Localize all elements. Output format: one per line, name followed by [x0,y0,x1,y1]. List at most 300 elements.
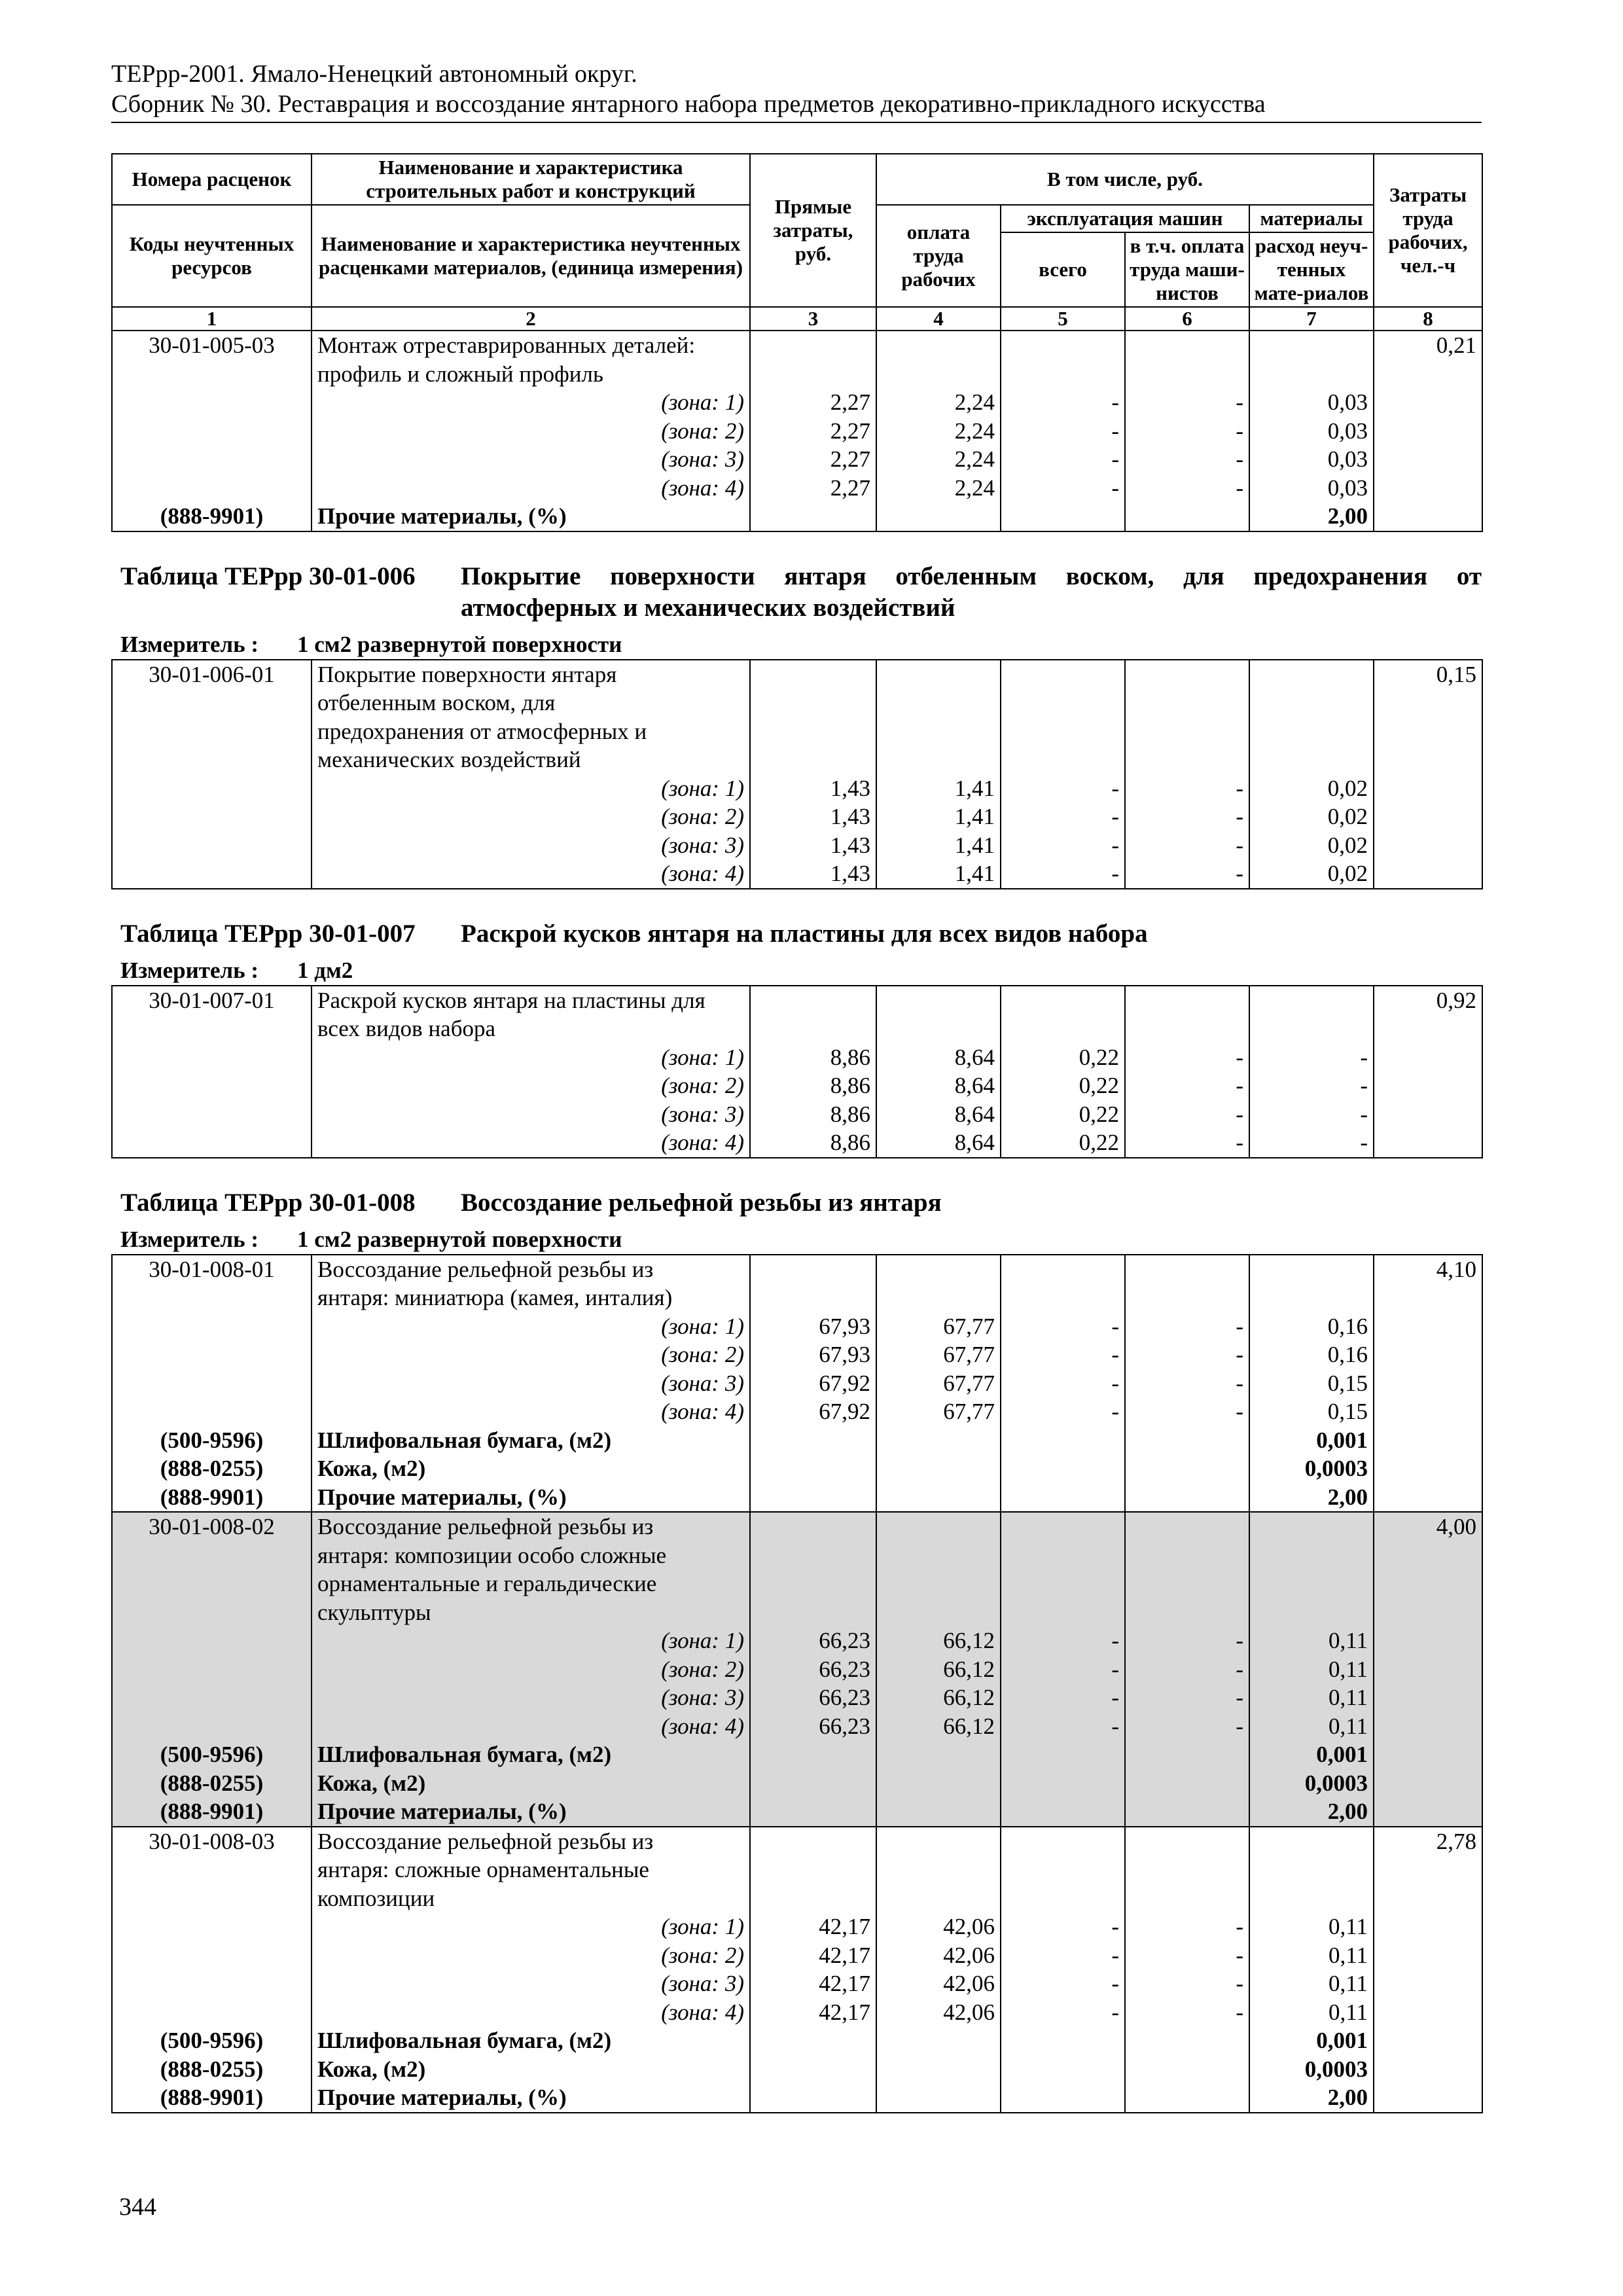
labor-pay: 8,64 [876,1043,1001,1072]
cell-direct [750,502,876,531]
direct-costs: 66,23 [750,1712,876,1741]
cell-labor [1374,745,1482,774]
direct-costs: 66,23 [750,1655,876,1684]
cell-machinist-pay [1125,717,1249,746]
cell-machinist-pay [1125,1884,1249,1913]
table-row [112,1712,1482,1741]
labor-pay: 1,41 [876,859,1001,889]
table-row [112,745,1482,774]
cell-labor [1374,1100,1482,1129]
cell-materials [1249,717,1374,746]
unaccounted-materials: 0,11 [1249,1626,1374,1655]
cell-direct [750,1598,876,1627]
cell-machines [1001,2026,1125,2055]
measure-unit [111,630,1482,659]
direct-costs: 1,43 [750,802,876,831]
labor-pay: 67,77 [876,1312,1001,1341]
resource-value: 2,00 [1249,1797,1374,1827]
col-labor-costs-header: Затраты труда рабочих, чел.-ч [1374,154,1482,307]
machines-total: 0,22 [1001,1100,1125,1129]
direct-costs: 42,17 [750,1998,876,2027]
table-row [112,774,1482,803]
zone-label: (зона: 1) [312,774,750,803]
table-row [112,1071,1482,1100]
cell-code [112,1884,312,1913]
cell-code [112,1969,312,1998]
zone-label: (зона: 3) [312,1369,750,1398]
rate-name-line: композиции [312,1884,750,1913]
cell-labor-pay [876,660,1001,689]
cell-machines [1001,717,1125,746]
machinist-pay: - [1125,1128,1249,1158]
cell-code [112,1570,312,1598]
cell-machinist-pay [1125,1740,1249,1769]
cell-labor [1374,1712,1482,1741]
cell-labor [1374,1740,1482,1769]
cell-direct [750,1426,876,1455]
cell-materials [1249,1827,1374,1856]
table-row [112,831,1482,860]
cell-machines [1001,1483,1125,1513]
cell-direct [750,1483,876,1513]
cell-direct [750,1454,876,1483]
unaccounted-materials: 0,16 [1249,1340,1374,1369]
unaccounted-materials: - [1249,1043,1374,1072]
cell-code [112,1397,312,1426]
cell-machinist-pay [1125,1512,1249,1541]
labor-pay: 67,77 [876,1369,1001,1398]
unaccounted-materials: 0,03 [1249,445,1374,474]
cell-machines [1001,502,1125,531]
cell-labor [1374,1454,1482,1483]
labor-pay: 8,64 [876,1071,1001,1100]
table-row [112,474,1482,503]
zone-label: (зона: 3) [312,1100,750,1129]
table-row [112,660,1482,689]
machinist-pay: - [1125,774,1249,803]
table-row [112,1626,1482,1655]
table-row [112,1043,1482,1072]
table-row [112,689,1482,717]
col-number-2: 2 [312,307,750,331]
rate-code: 30-01-008-03 [112,1827,312,1856]
table-row [112,1998,1482,2027]
cell-machines [1001,331,1125,360]
col-labor-pay-header: оплата труда рабочих [876,205,1001,307]
cell-code [112,745,312,774]
resource-code: (888-9901) [112,1483,312,1513]
cell-labor-pay [876,1283,1001,1312]
labor-pay: 66,12 [876,1655,1001,1684]
rate-name-line: янтаря: миниатюра (камея, инталия) [312,1283,750,1312]
direct-costs: 1,43 [750,859,876,889]
cell-labor-pay [876,360,1001,389]
table-row [112,2083,1482,2113]
cell-machines [1001,1014,1125,1043]
cell-materials [1249,660,1374,689]
zone-label: (зона: 4) [312,1128,750,1158]
table-title-30-01-007 [111,918,1482,950]
machinist-pay: - [1125,1100,1249,1129]
zone-label: (зона: 1) [312,1312,750,1341]
cell-materials [1249,360,1374,389]
cell-labor [1374,1340,1482,1369]
direct-costs: 8,86 [750,1071,876,1100]
cell-machinist-pay [1125,1769,1249,1798]
resource-value: 2,00 [1249,502,1374,531]
table-body [112,660,1482,889]
machines-total: - [1001,1712,1125,1741]
machinist-pay: - [1125,1071,1249,1100]
table-row [112,1100,1482,1129]
cell-labor-pay [876,1769,1001,1798]
cell-machines [1001,1283,1125,1312]
zone-label: (зона: 2) [312,1071,750,1100]
cell-machines [1001,986,1125,1015]
labor-costs: 0,21 [1374,331,1482,360]
cell-code [112,360,312,389]
cell-code [112,831,312,860]
table-row [112,1426,1482,1455]
cell-code [112,689,312,717]
cell-code [112,1100,312,1129]
cell-labor [1374,1014,1482,1043]
col-number-1: 1 [112,307,312,331]
col-unaccounted-materials-header: расход неуч-тенных мате-риалов [1249,232,1374,307]
cell-machines [1001,1598,1125,1627]
labor-pay: 42,06 [876,1941,1001,1970]
cell-labor-pay [876,1541,1001,1570]
cell-code [112,1541,312,1570]
cell-labor-pay [876,2055,1001,2084]
cell-direct [750,1827,876,1856]
resource-value: 0,0003 [1249,1454,1374,1483]
machinist-pay: - [1125,1941,1249,1970]
col-resource-name-header: Наименование и характеристика неучтенных расценками материалов, (единица измерения) [312,205,750,307]
rate-code: 30-01-005-03 [112,331,312,360]
rate-name-line: Покрытие поверхности янтаря [312,660,750,689]
machines-total: - [1001,1397,1125,1426]
direct-costs: 67,93 [750,1312,876,1341]
cell-machinist-pay [1125,1014,1249,1043]
resource-name: Прочие материалы, (%) [312,2083,750,2113]
cell-materials [1249,986,1374,1015]
unaccounted-materials: 0,11 [1249,1998,1374,2027]
table-body [112,986,1482,1158]
cell-labor [1374,1626,1482,1655]
machines-total: - [1001,445,1125,474]
direct-costs: 67,92 [750,1397,876,1426]
cell-code [112,1014,312,1043]
measure-label: Измеритель : [120,631,259,657]
machines-total: - [1001,1912,1125,1941]
table-row [112,1598,1482,1627]
resource-name: Кожа, (м2) [312,2055,750,2084]
cell-machinist-pay [1125,1426,1249,1455]
cell-labor-pay [876,689,1001,717]
machinist-pay: - [1125,831,1249,860]
cell-materials [1249,1283,1374,1312]
unaccounted-materials: 0,03 [1249,417,1374,446]
cell-machines [1001,1426,1125,1455]
table-row [112,1655,1482,1684]
cell-machinist-pay [1125,1541,1249,1570]
cell-direct [750,360,876,389]
resource-value: 2,00 [1249,2083,1374,2113]
running-header-line-2: Сборник № 30. Реставрация и воссоздание янтарного набора предметов декоративно-прикладного искусства [111,90,1266,118]
table-row [112,445,1482,474]
unaccounted-materials: - [1249,1100,1374,1129]
labor-pay: 67,77 [876,1340,1001,1369]
cell-machines [1001,660,1125,689]
col-rate-number-header: Номера расценок [112,154,312,205]
unaccounted-materials: 0,11 [1249,1683,1374,1712]
cell-labor [1374,802,1482,831]
measure-value: 1 см2 развернутой поверхности [297,1226,622,1252]
unaccounted-materials: 0,11 [1249,1969,1374,1998]
machinist-pay: - [1125,388,1249,417]
table-row [112,1255,1482,1284]
cell-machinist-pay [1125,331,1249,360]
table-row [112,1912,1482,1941]
measure-label: Измеритель : [120,957,259,983]
machinist-pay: - [1125,1369,1249,1398]
machinist-pay: - [1125,1655,1249,1684]
zone-label: (зона: 2) [312,1655,750,1684]
rate-code: 30-01-006-01 [112,660,312,689]
machines-total: - [1001,1340,1125,1369]
labor-pay: 8,64 [876,1128,1001,1158]
cell-code [112,1655,312,1684]
cell-direct [750,331,876,360]
cell-direct [750,986,876,1015]
unaccounted-materials: 0,03 [1249,474,1374,503]
cell-labor [1374,1426,1482,1455]
table-row [112,417,1482,446]
col-work-name-header: Наименование и характеристика строительных работ и конструкций [312,154,750,205]
cell-labor [1374,774,1482,803]
labor-costs: 0,92 [1374,986,1482,1015]
resource-value: 0,0003 [1249,1769,1374,1798]
unaccounted-materials: 0,02 [1249,831,1374,860]
measure-value: 1 дм2 [297,957,353,983]
cell-labor [1374,1483,1482,1513]
cell-code [112,1071,312,1100]
rate-code: 30-01-008-01 [112,1255,312,1284]
cell-direct [750,1541,876,1570]
machinist-pay: - [1125,417,1249,446]
cell-machines [1001,1797,1125,1827]
labor-costs: 2,78 [1374,1827,1482,1856]
measure-value: 1 см2 развернутой поверхности [297,631,622,657]
cell-labor-pay [876,1797,1001,1827]
cell-labor [1374,1969,1482,1998]
cell-machinist-pay [1125,1598,1249,1627]
direct-costs: 67,93 [750,1340,876,1369]
cell-direct [750,660,876,689]
labor-pay: 66,12 [876,1683,1001,1712]
table-row [112,1884,1482,1913]
resource-value: 0,001 [1249,1426,1374,1455]
table-row [112,1683,1482,1712]
cell-machines [1001,745,1125,774]
unaccounted-materials: - [1249,1071,1374,1100]
zone-label: (зона: 4) [312,1998,750,2027]
cell-machines [1001,689,1125,717]
cell-code [112,1312,312,1341]
table-row [112,502,1482,531]
cell-direct [750,1570,876,1598]
cell-labor [1374,1283,1482,1312]
machines-total: 0,22 [1001,1071,1125,1100]
col-machines-total-header: всего [1001,232,1125,307]
machinist-pay: - [1125,445,1249,474]
cell-code [112,474,312,503]
rates-table-30-01-005 [111,153,1483,532]
cell-machinist-pay [1125,745,1249,774]
cell-labor [1374,2083,1482,2113]
cell-labor-pay [876,331,1001,360]
direct-costs: 67,92 [750,1369,876,1398]
cell-labor [1374,360,1482,389]
cell-labor-pay [876,1483,1001,1513]
direct-costs: 8,86 [750,1100,876,1129]
labor-costs: 0,15 [1374,660,1482,689]
cell-labor [1374,1797,1482,1827]
table-row [112,1283,1482,1312]
rate-name-line: янтаря: сложные орнаментальные [312,1856,750,1884]
cell-labor [1374,1397,1482,1426]
labor-pay: 8,64 [876,1100,1001,1129]
labor-pay: 66,12 [876,1626,1001,1655]
machines-total: - [1001,831,1125,860]
direct-costs: 2,27 [750,417,876,446]
cell-labor [1374,1312,1482,1341]
cell-labor-pay [876,1827,1001,1856]
resource-code: (888-9901) [112,2083,312,2113]
cell-machinist-pay [1125,1483,1249,1513]
col-number-8: 8 [1374,307,1482,331]
cell-code [112,717,312,746]
cell-labor-pay [876,986,1001,1015]
rate-name-line: янтаря: композиции особо сложные [312,1541,750,1570]
rate-code: 30-01-007-01 [112,986,312,1015]
cell-machines [1001,1884,1125,1913]
table-header [112,154,1482,331]
cell-labor-pay [876,502,1001,531]
cell-code [112,1941,312,1970]
rate-code: 30-01-008-02 [112,1512,312,1541]
cell-machines [1001,1255,1125,1284]
table-row [112,1827,1482,1856]
rate-name-line: Воссоздание рельефной резьбы из [312,1255,750,1284]
table-row [112,360,1482,389]
direct-costs: 8,86 [750,1128,876,1158]
cell-labor-pay [876,1454,1001,1483]
direct-costs: 42,17 [750,1941,876,1970]
cell-machines [1001,360,1125,389]
labor-pay: 1,41 [876,774,1001,803]
cell-direct [750,2055,876,2084]
direct-costs: 2,27 [750,388,876,417]
cell-labor-pay [876,745,1001,774]
cell-labor-pay [876,717,1001,746]
cell-labor [1374,417,1482,446]
machinist-pay: - [1125,1683,1249,1712]
machinist-pay: - [1125,1312,1249,1341]
cell-code [112,859,312,889]
table-row [112,1941,1482,1970]
zone-label: (зона: 4) [312,1712,750,1741]
resource-value: 0,001 [1249,2026,1374,2055]
cell-code [112,1856,312,1884]
cell-machines [1001,1856,1125,1884]
unaccounted-materials: 0,16 [1249,1312,1374,1341]
col-machines-header: эксплуатация машин [1001,205,1249,232]
resource-name: Кожа, (м2) [312,1454,750,1483]
table-label: Таблица ТЕРрр 30-01-008 [120,1188,416,1217]
machinist-pay: - [1125,1626,1249,1655]
cell-direct [750,1856,876,1884]
unaccounted-materials: 0,11 [1249,1941,1374,1970]
table-label: Таблица ТЕРрр 30-01-006 [120,562,416,590]
cell-code [112,1128,312,1158]
col-direct-costs-header: Прямые затраты, руб. [750,154,876,307]
machinist-pay: - [1125,1912,1249,1941]
rate-name-line: Раскрой кусков янтаря на пластины для [312,986,750,1015]
unaccounted-materials: 0,02 [1249,859,1374,889]
cell-labor-pay [876,1014,1001,1043]
cell-machinist-pay [1125,2026,1249,2055]
table-body [112,331,1482,531]
unaccounted-materials: 0,11 [1249,1712,1374,1741]
resource-value: 0,0003 [1249,2055,1374,2084]
machines-total: - [1001,417,1125,446]
table-row [112,1570,1482,1598]
measure-label: Измеритель : [120,1226,259,1252]
cell-machines [1001,1740,1125,1769]
zone-label: (зона: 3) [312,445,750,474]
cell-labor [1374,1912,1482,1941]
cell-labor [1374,1856,1482,1884]
cell-labor-pay [876,1856,1001,1884]
machinist-pay: - [1125,802,1249,831]
machines-total: - [1001,774,1125,803]
rate-name-line: скульптуры [312,1598,750,1627]
cell-code [112,1912,312,1941]
cell-labor-pay [876,1884,1001,1913]
cell-machines [1001,2083,1125,2113]
labor-pay: 2,24 [876,445,1001,474]
labor-pay: 67,77 [876,1397,1001,1426]
cell-code [112,1598,312,1627]
cell-materials [1249,1856,1374,1884]
cell-labor [1374,1884,1482,1913]
cell-materials [1249,331,1374,360]
cell-materials [1249,1541,1374,1570]
col-machinist-pay-header: в т.ч. оплата труда маши-нистов [1125,232,1249,307]
machinist-pay: - [1125,474,1249,503]
col-including-header: В том числе, руб. [876,154,1374,205]
resource-code: (500-9596) [112,2026,312,2055]
table-row [112,802,1482,831]
cell-direct [750,1740,876,1769]
cell-labor [1374,1998,1482,2027]
unaccounted-materials: 0,02 [1249,802,1374,831]
labor-pay: 2,24 [876,474,1001,503]
cell-direct [750,1255,876,1284]
table-row [112,1312,1482,1341]
